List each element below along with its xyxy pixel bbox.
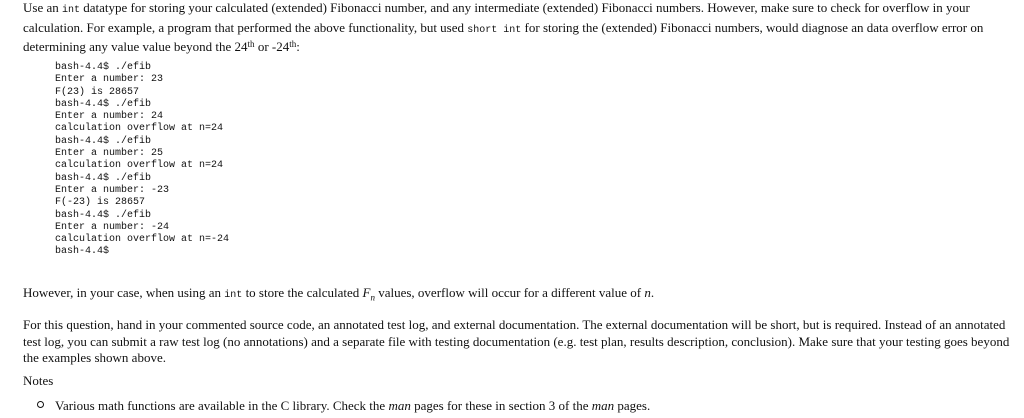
submission-paragraph: For this question, hand in your commented source code, an annotated test log, and external documentation. The external documentation will be short, but is required. Instead of an annotated test log, you can submit a raw test log (no annotations) and a separate file with testing documentation (e.g. test plan, results description, conclusion). Make sure that your testing goes beyond the examples shown above. [23, 317, 1010, 365]
overflow-paragraph: However, in your case, when using an int to store the calculated $F_n$ values, overflow will occur for a different value of n. [23, 285, 655, 303]
terminal-line: F(23) is 28657 [55, 86, 140, 98]
intro-paragraph: Use an int datatype for storing your calculated (extended) Fibonacci number, and any intermediate (extended) Fibonacci numbers. However, make sure to check for overflow in your calculation. For example, a program that performed the above functionality, but used short int for storing the (extended) Fibonacci numbers, would diagnose an data overflow error on determining any value value beyond the 24th or -24th: [23, 0, 984, 54]
terminal-line: Enter a number: -24 [55, 221, 170, 233]
bullet-icon [37, 401, 44, 408]
notes-heading: Notes [23, 373, 54, 388]
terminal-line: Enter a number: 25 [55, 148, 164, 160]
terminal-line: Enter a number: -23 [55, 184, 170, 196]
terminal-line: Enter a number: 23 [55, 74, 164, 86]
terminal-line: bash-4.4$ ./efib [55, 62, 152, 73]
inline-code-short-int: short int [467, 24, 522, 36]
terminal-line: bash-4.4$ [55, 246, 110, 258]
terminal-line: bash-4.4$ ./efib [55, 135, 152, 147]
terminal-line: bash-4.4$ ./efib [55, 172, 152, 184]
inline-code-int: int [224, 290, 243, 301]
fn-variable: F [362, 285, 371, 300]
terminal-line: bash-4.4$ ./efib [55, 98, 152, 110]
note-item: Various math functions are available in the C library. Check the man pages for these in section 3 of the man pages. [55, 398, 651, 413]
terminal-line: calculation overflow at n=24 [55, 123, 224, 135]
terminal-line: bash-4.4$ ./efib [55, 209, 152, 221]
terminal-line: Enter a number: 24 [55, 111, 164, 123]
terminal-line: F(-23) is 28657 [55, 197, 146, 209]
terminal-output [55, 62, 229, 259]
terminal-line: calculation overflow at n=-24 [55, 234, 230, 246]
inline-code-int: int [62, 5, 81, 16]
terminal-line: calculation overflow at n=24 [55, 160, 224, 172]
